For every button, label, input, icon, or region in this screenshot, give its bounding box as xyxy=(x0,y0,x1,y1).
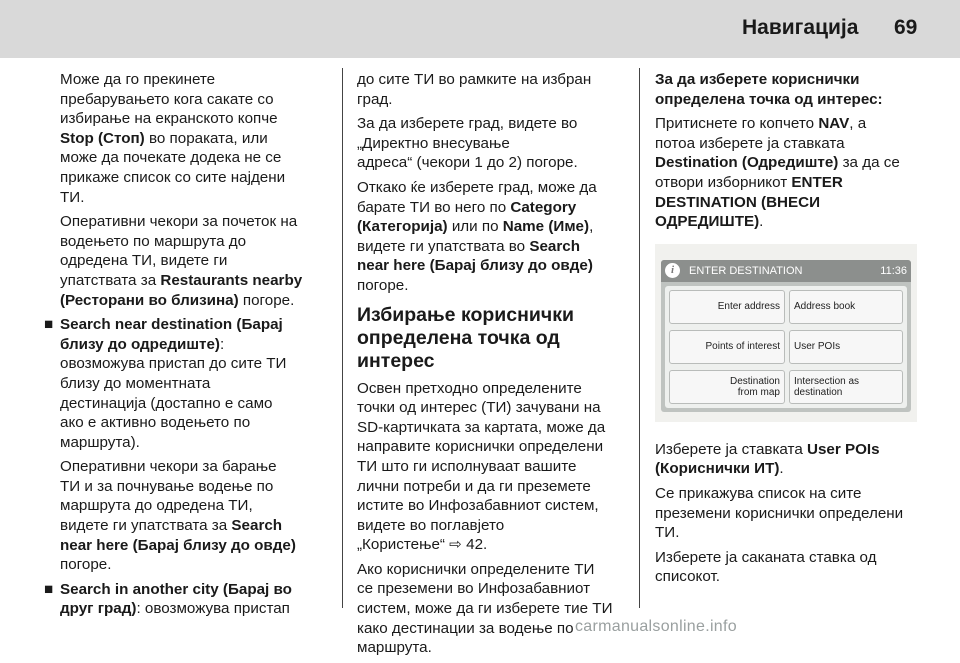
clock: 11:36 xyxy=(880,264,907,277)
instruction-heading: За да изберете кориснички определена точка од интерес: xyxy=(655,71,883,108)
page-reference[interactable]: 42. xyxy=(466,536,488,554)
page-reference-icon: ⇨ xyxy=(449,536,462,554)
column-divider xyxy=(342,68,343,608)
column-3 xyxy=(655,70,920,592)
points-of-interest-button[interactable]: Points of interest xyxy=(669,330,785,364)
paragraph: до сите ТИ во рамките на избран град. xyxy=(357,71,592,108)
paragraph: За да изберете град, видете во „Директно внесување адреса“ (чекори 1 до 2) погоре. xyxy=(357,115,578,172)
info-icon: i xyxy=(665,263,680,278)
bullet-icon: ■ xyxy=(44,580,54,598)
screen-illustration xyxy=(655,244,917,422)
watermark: carmanualsonline.info xyxy=(575,618,737,635)
screen-title-bar xyxy=(661,260,911,282)
paragraph: Може да го прекинете пребарувањето кога сакате со избирање на екранското копче Stop (Стоп) во пораката, или може да почекате додека не се прикаже список со сите најдени ТИ. xyxy=(60,71,286,206)
paragraph: Притиснете го копчето NAV, а потоа изберете ја ставката Destination (Одредиште) за да се отвори изборникот ENTER DESTINATION (ВНЕСИ ОДРЕДИШТЕ). xyxy=(655,115,900,231)
paragraph: Оперативни чекори за барање ТИ и за почнување водење по маршрута до одредена ТИ, видете ги упатствата за Search near here (Барај близу до овде) погоре. xyxy=(60,458,296,574)
paragraph: Се прикажува список на сите преземени кориснички определени ТИ. xyxy=(655,484,904,542)
bullet-icon: ■ xyxy=(44,316,54,334)
page-header xyxy=(0,0,960,58)
enter-address-button[interactable]: Enter address xyxy=(669,290,785,324)
column-1 xyxy=(44,70,330,624)
column-divider xyxy=(639,68,640,608)
list-item: ■ Search near destination (Барај близу до одредиште): овозможува пристап до сите ТИ близу до моментната дестинација (достапно е само ако е активно водењето по маршрута). xyxy=(44,316,287,451)
page-number: 69 xyxy=(894,16,918,39)
destination-from-map-button[interactable]: Destination from map xyxy=(669,370,785,404)
page-title: Навигација xyxy=(742,16,859,39)
display-screen xyxy=(661,260,911,412)
screen-title: ENTER DESTINATION xyxy=(689,264,803,277)
intersection-button[interactable]: Intersection as destination xyxy=(789,370,903,404)
section-heading: Избирање кориснички определена точка од интерес xyxy=(357,303,574,372)
column-2 xyxy=(357,70,629,663)
address-book-button[interactable]: Address book xyxy=(789,290,903,324)
paragraph: Изберете ја ставката User POIs (Кориснички ИТ). xyxy=(655,440,880,478)
user-pois-button[interactable]: User POIs xyxy=(789,330,903,364)
paragraph: Изберете ја саканата ставка од списокот. xyxy=(655,548,877,586)
list-item: ■ Search in another city (Барај во друг град): овозможува пристап xyxy=(44,580,292,618)
paragraph: Оперативни чекори за почеток на водењето по маршрута до одредена ТИ, видете ги упатствата за Restaurants nearby (Ресторани во близина) погоре. xyxy=(60,213,303,309)
paragraph: Откако ќе изберете град, може да барате ТИ во него по Category (Категорија) или по Name (Име), видете ги упатствата во Search near here (Барај близу до овде) погоре. xyxy=(357,178,597,294)
paragraph: Ако кориснички определените ТИ се преземени во Инфозабавниот систем, може да ги изберете тие ТИ како дестинации за водење по маршрута. xyxy=(357,560,613,657)
menu-panel xyxy=(665,286,907,408)
paragraph: Освен претходно определените точки од интерес (ТИ) зачувани на SD-картичката за картата, може да направите кориснички определени ТИ што ги исполнуваат вашите лични потреби и да ги преземете истите во Инфозабавниот систем, видете во поглавјето „Користење“ ⇨ 42. xyxy=(357,379,606,554)
